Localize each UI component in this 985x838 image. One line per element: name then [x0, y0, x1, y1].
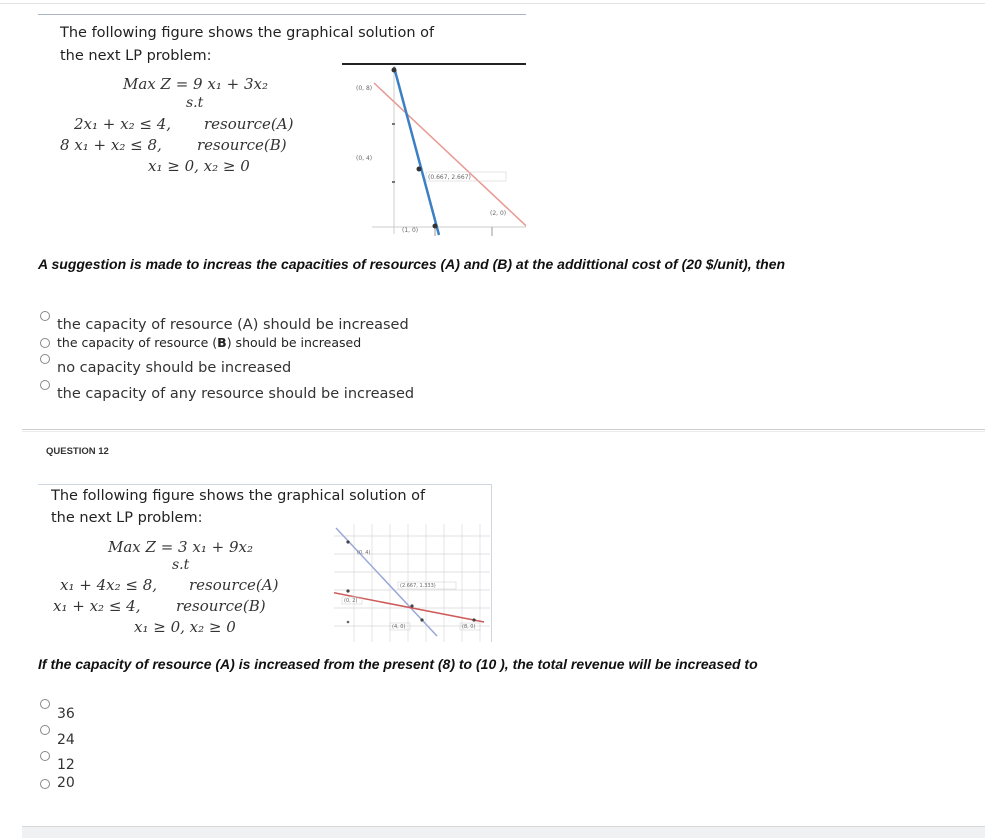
top-divider: [0, 3, 985, 4]
q11-option4-radio[interactable]: [40, 380, 50, 390]
q11-point-0-8: [392, 68, 397, 73]
q12-label-4-0: (4, 0): [392, 624, 406, 630]
q12-figure-top-border: [38, 484, 492, 485]
q11-option2-bold: B: [217, 335, 227, 350]
q11-label-2-0: (2, 0): [490, 210, 507, 217]
q11-c1-rhs: resource(A): [204, 115, 294, 133]
q11-option1-radio[interactable]: [40, 311, 50, 321]
q12-option1-label[interactable]: 36: [57, 706, 75, 722]
q12-point-8-0: [472, 618, 475, 621]
q11-point-intersection: [417, 167, 422, 172]
q11-c2-rhs: resource(B): [197, 136, 287, 154]
q12-point-4-0: [420, 618, 423, 621]
q11-prompt: A suggestion is made to increas the capacities of resources (A) and (B) at the addittional cost of (20 $/unit), then: [38, 256, 786, 272]
q11-option4-label[interactable]: the capacity of any resource should be increased: [57, 386, 415, 402]
q11-nonneg: x₁ ≥ 0, x₂ ≥ 0: [148, 157, 250, 175]
q12-nonneg: x₁ ≥ 0, x₂ ≥ 0: [134, 618, 236, 636]
q12-label-8-0: (8, 0): [462, 624, 476, 630]
q12-option1-radio[interactable]: [40, 699, 50, 709]
q12-graph: [334, 524, 490, 642]
next-question-bar: [22, 826, 985, 838]
q12-intro-line1: The following figure shows the graphical solution of: [51, 488, 426, 504]
q11-label-intersection: (0.667, 2.667): [428, 174, 471, 181]
q12-prompt: If the capacity of resource (A) is increased from the present (8) to (10 ), the total revenue will be increased to: [38, 656, 758, 672]
q12-c2-lhs: x₁ + x₂ ≤ 4,: [53, 597, 141, 615]
q12-option2-radio[interactable]: [40, 725, 50, 735]
q11-point-1-0: [433, 224, 438, 229]
q12-intro-line2: the next LP problem:: [51, 510, 203, 526]
q12-option2-label[interactable]: 24: [57, 732, 75, 748]
q11-y-dot: [392, 123, 395, 125]
q12-c2-rhs: resource(B): [176, 597, 266, 615]
q11-line-resource-b: [394, 67, 439, 235]
question-divider-shadow: [22, 431, 985, 432]
q11-option2-label[interactable]: the capacity of resource (B) should be increased: [57, 335, 362, 350]
q11-label-1-0: (1, 0): [402, 227, 419, 234]
q12-line-resource-a: [334, 592, 484, 622]
q11-option3-label[interactable]: no capacity should be increased: [57, 360, 292, 376]
q12-c1-rhs: resource(A): [189, 576, 279, 594]
q12-label-0-4: (0, 4): [357, 550, 371, 556]
q11-y-dot: [392, 181, 395, 183]
q11-label-0-8: (0, 8): [356, 85, 373, 92]
q12-objective: Max Z = 3 x₁ + 9x₂: [108, 538, 253, 556]
q12-figure-right-border: [491, 484, 492, 642]
q12-option4-label[interactable]: 20: [57, 775, 75, 791]
q11-option1-label[interactable]: the capacity of resource (A) should be increased: [57, 317, 409, 333]
q11-intro-line1: The following figure shows the graphical solution of: [60, 25, 435, 41]
q12-question-label: QUESTION 12: [46, 446, 109, 457]
question-divider: [22, 429, 985, 430]
q12-option3-radio[interactable]: [40, 751, 50, 761]
q12-point-intersection: [410, 604, 413, 607]
q11-option3-radio[interactable]: [40, 354, 50, 364]
q11-graph: [342, 62, 526, 244]
q12-option4-radio[interactable]: [40, 779, 50, 789]
q11-st: s.t: [186, 95, 204, 111]
q12-point-0-4: [346, 540, 349, 543]
q12-point-0-2: [346, 589, 349, 592]
q12-st: s.t: [172, 557, 190, 573]
q12-option3-label[interactable]: 12: [57, 757, 75, 773]
q12-c1-lhs: x₁ + 4x₂ ≤ 8,: [60, 576, 158, 594]
q12-y-dot: [347, 621, 350, 624]
q12-figure: [38, 484, 492, 644]
q11-option2-radio[interactable]: [40, 338, 50, 348]
q12-label-0-2: (0, 2): [344, 598, 358, 604]
q11-intro-line2: the next LP problem:: [60, 48, 212, 64]
q11-c2-lhs: 8 x₁ + x₂ ≤ 8,: [60, 136, 162, 154]
q11-figure: [38, 14, 526, 244]
q11-figure-top-border: [38, 14, 526, 15]
q11-label-0-4: (0, 4): [356, 155, 373, 162]
q12-label-intersection: (2.667, 1.333): [400, 583, 436, 589]
q11-objective: Max Z = 9 x₁ + 3x₂: [123, 75, 268, 93]
q11-c1-lhs: 2x₁ + x₂ ≤ 4,: [74, 115, 172, 133]
